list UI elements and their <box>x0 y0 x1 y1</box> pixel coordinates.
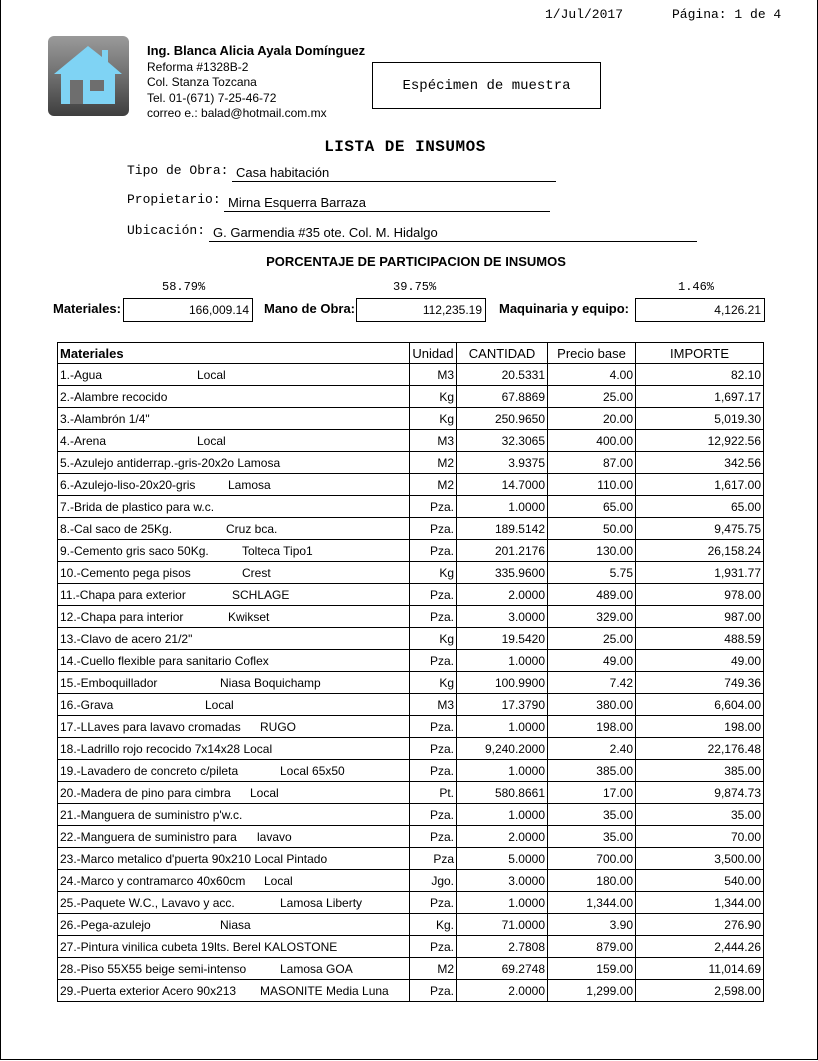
item-name: 2.-Alambre recocido <box>60 389 168 404</box>
document-title <box>0 138 818 156</box>
item-name: 17.-LLaves para lavavo cromadas <box>60 719 241 734</box>
item-brand: Crest <box>242 565 271 580</box>
row-quantity: 71.0000 <box>457 914 548 936</box>
row-price: 17.00 <box>548 782 636 804</box>
column-header-precio: Precio base <box>548 343 636 364</box>
item-name: 1.-Agua <box>60 367 103 382</box>
item-name: 28.-Piso 55X55 beige semi-intenso <box>60 961 247 976</box>
row-unit: Pza. <box>410 760 457 782</box>
row-amount: 9,874.73 <box>636 782 764 804</box>
table-row <box>58 628 764 650</box>
row-price: 3.90 <box>548 914 636 936</box>
propietario-label: Propietario: <box>127 192 221 207</box>
mano-obra-percent: 39.75% <box>393 280 437 294</box>
item-name: 21.-Manguera de suministro p'w.c. <box>60 807 243 822</box>
row-description <box>58 474 410 496</box>
row-price: 50.00 <box>548 518 636 540</box>
row-unit: M3 <box>410 694 457 716</box>
row-quantity: 14.7000 <box>457 474 548 496</box>
item-name: 20.-Madera de pino para cimbra <box>60 785 231 800</box>
company-phone: Tel. 01-(671) 7-25-46-72 <box>147 90 277 105</box>
row-description <box>58 980 410 1002</box>
row-quantity: 580.8661 <box>457 782 548 804</box>
row-description <box>58 562 410 584</box>
row-amount: 2,444.26 <box>636 936 764 958</box>
maquinaria-total: 4,126.21 <box>635 298 765 322</box>
row-price: 159.00 <box>548 958 636 980</box>
row-amount: 12,922.56 <box>636 430 764 452</box>
row-description <box>58 430 410 452</box>
company-logo <box>48 36 129 116</box>
row-description <box>58 782 410 804</box>
row-quantity: 3.0000 <box>457 870 548 892</box>
table-row <box>58 716 764 738</box>
row-price: 198.00 <box>548 716 636 738</box>
row-amount: 2,598.00 <box>636 980 764 1002</box>
row-price: 700.00 <box>548 848 636 870</box>
row-amount: 49.00 <box>636 650 764 672</box>
row-unit: Kg. <box>410 914 457 936</box>
row-price: 25.00 <box>548 628 636 650</box>
row-price: 1,299.00 <box>548 980 636 1002</box>
row-price: 879.00 <box>548 936 636 958</box>
table-row <box>58 782 764 804</box>
row-amount: 978.00 <box>636 584 764 606</box>
row-unit: Kg <box>410 408 457 430</box>
table-row <box>58 518 764 540</box>
row-description <box>58 584 410 606</box>
item-brand: Lamosa <box>228 477 271 492</box>
row-amount: 540.00 <box>636 870 764 892</box>
row-price: 87.00 <box>548 452 636 474</box>
column-header-importe: IMPORTE <box>636 343 764 364</box>
row-unit: M3 <box>410 430 457 452</box>
table-row <box>58 826 764 848</box>
item-name: 7.-Brida de plastico para w.c. <box>60 499 215 514</box>
row-quantity: 17.3790 <box>457 694 548 716</box>
item-brand: Local <box>264 873 293 888</box>
item-name: 26.-Pega-azulejo <box>60 917 151 932</box>
row-unit: Pza. <box>410 738 457 760</box>
tipo-obra-label: Tipo de Obra: <box>127 163 229 178</box>
table-row <box>58 804 764 826</box>
row-unit: M2 <box>410 474 457 496</box>
table-row <box>58 760 764 782</box>
participation-title: PORCENTAJE DE PARTICIPACION DE INSUMOS <box>266 254 566 269</box>
item-name: 23.-Marco metalico d'puerta 90x210 Local Pintado <box>60 851 328 866</box>
row-amount: 5,019.30 <box>636 408 764 430</box>
column-header-unidad: Unidad <box>410 343 457 364</box>
row-description <box>58 892 410 914</box>
item-brand: lavavo <box>257 829 292 844</box>
row-description <box>58 804 410 826</box>
row-amount: 3,500.00 <box>636 848 764 870</box>
row-quantity: 19.5420 <box>457 628 548 650</box>
row-unit: Kg <box>410 386 457 408</box>
row-price: 4.00 <box>548 364 636 386</box>
row-price: 25.00 <box>548 386 636 408</box>
table-row <box>58 980 764 1002</box>
row-description <box>58 958 410 980</box>
row-quantity: 189.5142 <box>457 518 548 540</box>
row-amount: 65.00 <box>636 496 764 518</box>
ubicacion-value: G. Garmendia #35 ote. Col. M. Hidalgo <box>209 224 697 242</box>
row-amount: 1,617.00 <box>636 474 764 496</box>
item-brand: Local <box>197 367 226 382</box>
item-name: 3.-Alambrón 1/4" <box>60 411 150 426</box>
row-unit: Kg <box>410 562 457 584</box>
row-unit: Pt. <box>410 782 457 804</box>
row-description <box>58 936 410 958</box>
row-amount: 488.59 <box>636 628 764 650</box>
item-brand: Local <box>197 433 226 448</box>
house-icon <box>48 36 129 116</box>
row-unit: Pza. <box>410 716 457 738</box>
row-description <box>58 694 410 716</box>
item-brand: Local 65x50 <box>280 763 345 778</box>
table-row <box>58 694 764 716</box>
row-unit: Jgo. <box>410 870 457 892</box>
row-unit: M3 <box>410 364 457 386</box>
item-name: 4.-Arena <box>60 433 107 448</box>
row-amount: 276.90 <box>636 914 764 936</box>
row-price: 49.00 <box>548 650 636 672</box>
table-row <box>58 386 764 408</box>
company-info <box>147 43 365 122</box>
row-quantity: 1.0000 <box>457 716 548 738</box>
row-price: 20.00 <box>548 408 636 430</box>
row-quantity: 2.7808 <box>457 936 548 958</box>
item-name: 13.-Clavo de acero 21/2" <box>60 631 193 646</box>
company-name: Ing. Blanca Alicia Ayala Domínguez <box>147 43 366 58</box>
item-brand: Lamosa GOA <box>280 961 353 976</box>
row-description <box>58 606 410 628</box>
item-name: 14.-Cuello flexible para sanitario Coflex <box>60 653 269 668</box>
row-amount: 1,931.77 <box>636 562 764 584</box>
item-brand: Local <box>250 785 279 800</box>
table-row <box>58 650 764 672</box>
item-name: 24.-Marco y contramarco 40x60cm <box>60 873 246 888</box>
mano-obra-label: Mano de Obra: <box>264 301 356 316</box>
row-quantity: 100.9900 <box>457 672 548 694</box>
row-amount: 70.00 <box>636 826 764 848</box>
row-unit: Pza. <box>410 936 457 958</box>
row-description <box>58 628 410 650</box>
row-quantity: 3.0000 <box>457 606 548 628</box>
page-number: Página: 1 de 4 <box>672 7 782 22</box>
row-unit: Pza <box>410 848 457 870</box>
table-row <box>58 474 764 496</box>
item-brand: Kwikset <box>228 609 270 624</box>
item-name: 10.-Cemento pega pisos <box>60 565 191 580</box>
item-name: 12.-Chapa para interior <box>60 609 184 624</box>
item-name: 19.-Lavadero de concreto c/pileta <box>60 763 239 778</box>
row-amount: 1,344.00 <box>636 892 764 914</box>
document-title-text: LISTA DE INSUMOS <box>324 138 486 156</box>
row-price: 329.00 <box>548 606 636 628</box>
row-unit: Pza. <box>410 540 457 562</box>
row-quantity: 1.0000 <box>457 650 548 672</box>
materiales-label: Materiales: <box>53 301 121 316</box>
table-header-row <box>58 343 764 364</box>
row-quantity: 1.0000 <box>457 760 548 782</box>
row-price: 180.00 <box>548 870 636 892</box>
table-row <box>58 958 764 980</box>
row-quantity: 9,240.2000 <box>457 738 548 760</box>
row-unit: Pza. <box>410 584 457 606</box>
document-date: 1/Jul/2017 <box>545 7 624 22</box>
materiales-total: 166,009.14 <box>123 298 253 322</box>
item-name: 27.-Pintura vinilica cubeta 19lts. Berel KALOSTONE <box>60 939 338 954</box>
row-description <box>58 760 410 782</box>
row-price: 385.00 <box>548 760 636 782</box>
row-amount: 82.10 <box>636 364 764 386</box>
row-description <box>58 672 410 694</box>
item-brand: Local <box>205 697 234 712</box>
row-amount: 6,604.00 <box>636 694 764 716</box>
item-brand: Tolteca Tipo1 <box>242 543 313 558</box>
item-name: 29.-Puerta exterior Acero 90x213 <box>60 983 237 998</box>
table-row <box>58 672 764 694</box>
item-name: 25.-Paquete W.C., Lavavo y acc. <box>60 895 235 910</box>
row-amount: 11,014.69 <box>636 958 764 980</box>
row-quantity: 2.0000 <box>457 826 548 848</box>
maquinaria-label: Maquinaria y equipo: <box>499 301 630 316</box>
row-price: 65.00 <box>548 496 636 518</box>
table-row <box>58 364 764 386</box>
row-price: 489.00 <box>548 584 636 606</box>
item-name: 8.-Cal saco de 25Kg. <box>60 521 173 536</box>
table-row <box>58 914 764 936</box>
row-unit: Pza. <box>410 606 457 628</box>
company-email: correo e.: balad@hotmail.com.mx <box>147 106 327 120</box>
ubicacion-label: Ubicación: <box>127 223 206 238</box>
row-quantity: 3.9375 <box>457 452 548 474</box>
row-quantity: 1.0000 <box>457 804 548 826</box>
row-unit: Pza. <box>410 650 457 672</box>
row-quantity: 201.2176 <box>457 540 548 562</box>
row-price: 1,344.00 <box>548 892 636 914</box>
item-name: 18.-Ladrillo rojo recocido 7x14x28 Local <box>60 741 273 756</box>
row-amount: 26,158.24 <box>636 540 764 562</box>
row-unit: Pza. <box>410 496 457 518</box>
row-description <box>58 716 410 738</box>
table-row <box>58 496 764 518</box>
row-quantity: 67.8869 <box>457 386 548 408</box>
row-price: 400.00 <box>548 430 636 452</box>
row-amount: 1,697.17 <box>636 386 764 408</box>
item-name: 11.-Chapa para exterior <box>60 587 186 602</box>
item-brand: Niasa <box>220 917 251 932</box>
row-price: 7.42 <box>548 672 636 694</box>
row-quantity: 20.5331 <box>457 364 548 386</box>
table-row <box>58 452 764 474</box>
item-brand: MASONITE Media Luna <box>260 983 389 998</box>
row-amount: 9,475.75 <box>636 518 764 540</box>
row-amount: 987.00 <box>636 606 764 628</box>
row-description <box>58 914 410 936</box>
row-unit: Kg <box>410 672 457 694</box>
row-description <box>58 408 410 430</box>
maquinaria-percent: 1.46% <box>678 280 715 294</box>
row-quantity: 1.0000 <box>457 496 548 518</box>
row-description <box>58 496 410 518</box>
row-description <box>58 386 410 408</box>
item-name: 16.-Grava <box>60 697 114 712</box>
row-description <box>58 738 410 760</box>
row-price: 5.75 <box>548 562 636 584</box>
row-price: 2.40 <box>548 738 636 760</box>
item-brand: Lamosa Liberty <box>280 895 363 910</box>
row-price: 110.00 <box>548 474 636 496</box>
row-amount: 198.00 <box>636 716 764 738</box>
table-row <box>58 892 764 914</box>
item-name: 6.-Azulejo-liso-20x20-gris <box>60 477 196 492</box>
item-name: 5.-Azulejo antiderrap.-gris-20x2o Lamosa <box>60 455 281 470</box>
row-price: 130.00 <box>548 540 636 562</box>
company-address-line2: Col. Stanza Tozcana <box>147 75 257 89</box>
tipo-obra-value: Casa habitación <box>232 164 556 182</box>
mano-obra-total: 112,235.19 <box>356 298 486 322</box>
materiales-percent: 58.79% <box>162 280 206 294</box>
table-row <box>58 870 764 892</box>
row-amount: 342.56 <box>636 452 764 474</box>
insumos-table <box>57 342 764 1002</box>
item-name: 15.-Emboquillador <box>60 675 158 690</box>
row-amount: 35.00 <box>636 804 764 826</box>
row-price: 380.00 <box>548 694 636 716</box>
column-header-materiales: Materiales <box>58 343 410 364</box>
table-row <box>58 606 764 628</box>
table-row <box>58 562 764 584</box>
row-unit: M2 <box>410 958 457 980</box>
item-name: 22.-Manguera de suministro para <box>60 829 237 844</box>
row-unit: Pza. <box>410 826 457 848</box>
row-quantity: 2.0000 <box>457 584 548 606</box>
item-brand: Niasa Boquichamp <box>220 675 321 690</box>
row-quantity: 32.3065 <box>457 430 548 452</box>
row-description <box>58 870 410 892</box>
row-amount: 385.00 <box>636 760 764 782</box>
row-price: 35.00 <box>548 826 636 848</box>
row-description <box>58 518 410 540</box>
row-amount: 749.36 <box>636 672 764 694</box>
table-row <box>58 936 764 958</box>
row-unit: Pza. <box>410 518 457 540</box>
table-row <box>58 408 764 430</box>
row-quantity: 69.2748 <box>457 958 548 980</box>
row-description <box>58 848 410 870</box>
row-description <box>58 540 410 562</box>
row-price: 35.00 <box>548 804 636 826</box>
row-description <box>58 452 410 474</box>
table-body <box>58 364 764 1002</box>
row-description <box>58 650 410 672</box>
row-quantity: 1.0000 <box>457 892 548 914</box>
item-brand: RUGO <box>260 719 296 734</box>
table-row <box>58 738 764 760</box>
row-unit: Pza. <box>410 892 457 914</box>
column-header-cantidad: CANTIDAD <box>457 343 548 364</box>
row-description <box>58 826 410 848</box>
row-quantity: 5.0000 <box>457 848 548 870</box>
row-unit: M2 <box>410 452 457 474</box>
row-description <box>58 364 410 386</box>
row-quantity: 2.0000 <box>457 980 548 1002</box>
item-name: 9.-Cemento gris saco 50Kg. <box>60 543 209 558</box>
row-quantity: 250.9650 <box>457 408 548 430</box>
company-address-line1: Reforma #1328B-2 <box>147 59 249 74</box>
row-unit: Kg <box>410 628 457 650</box>
item-brand: Cruz bca. <box>226 521 278 536</box>
row-unit: Pza. <box>410 980 457 1002</box>
specimen-box: Espécimen de muestra <box>372 62 601 109</box>
table-row <box>58 430 764 452</box>
row-unit: Pza. <box>410 804 457 826</box>
row-amount: 22,176.48 <box>636 738 764 760</box>
row-quantity: 335.9600 <box>457 562 548 584</box>
propietario-value: Mirna Esquerra Barraza <box>224 194 550 212</box>
table-row <box>58 584 764 606</box>
table-row <box>58 848 764 870</box>
item-brand: SCHLAGE <box>232 587 290 602</box>
table-row <box>58 540 764 562</box>
